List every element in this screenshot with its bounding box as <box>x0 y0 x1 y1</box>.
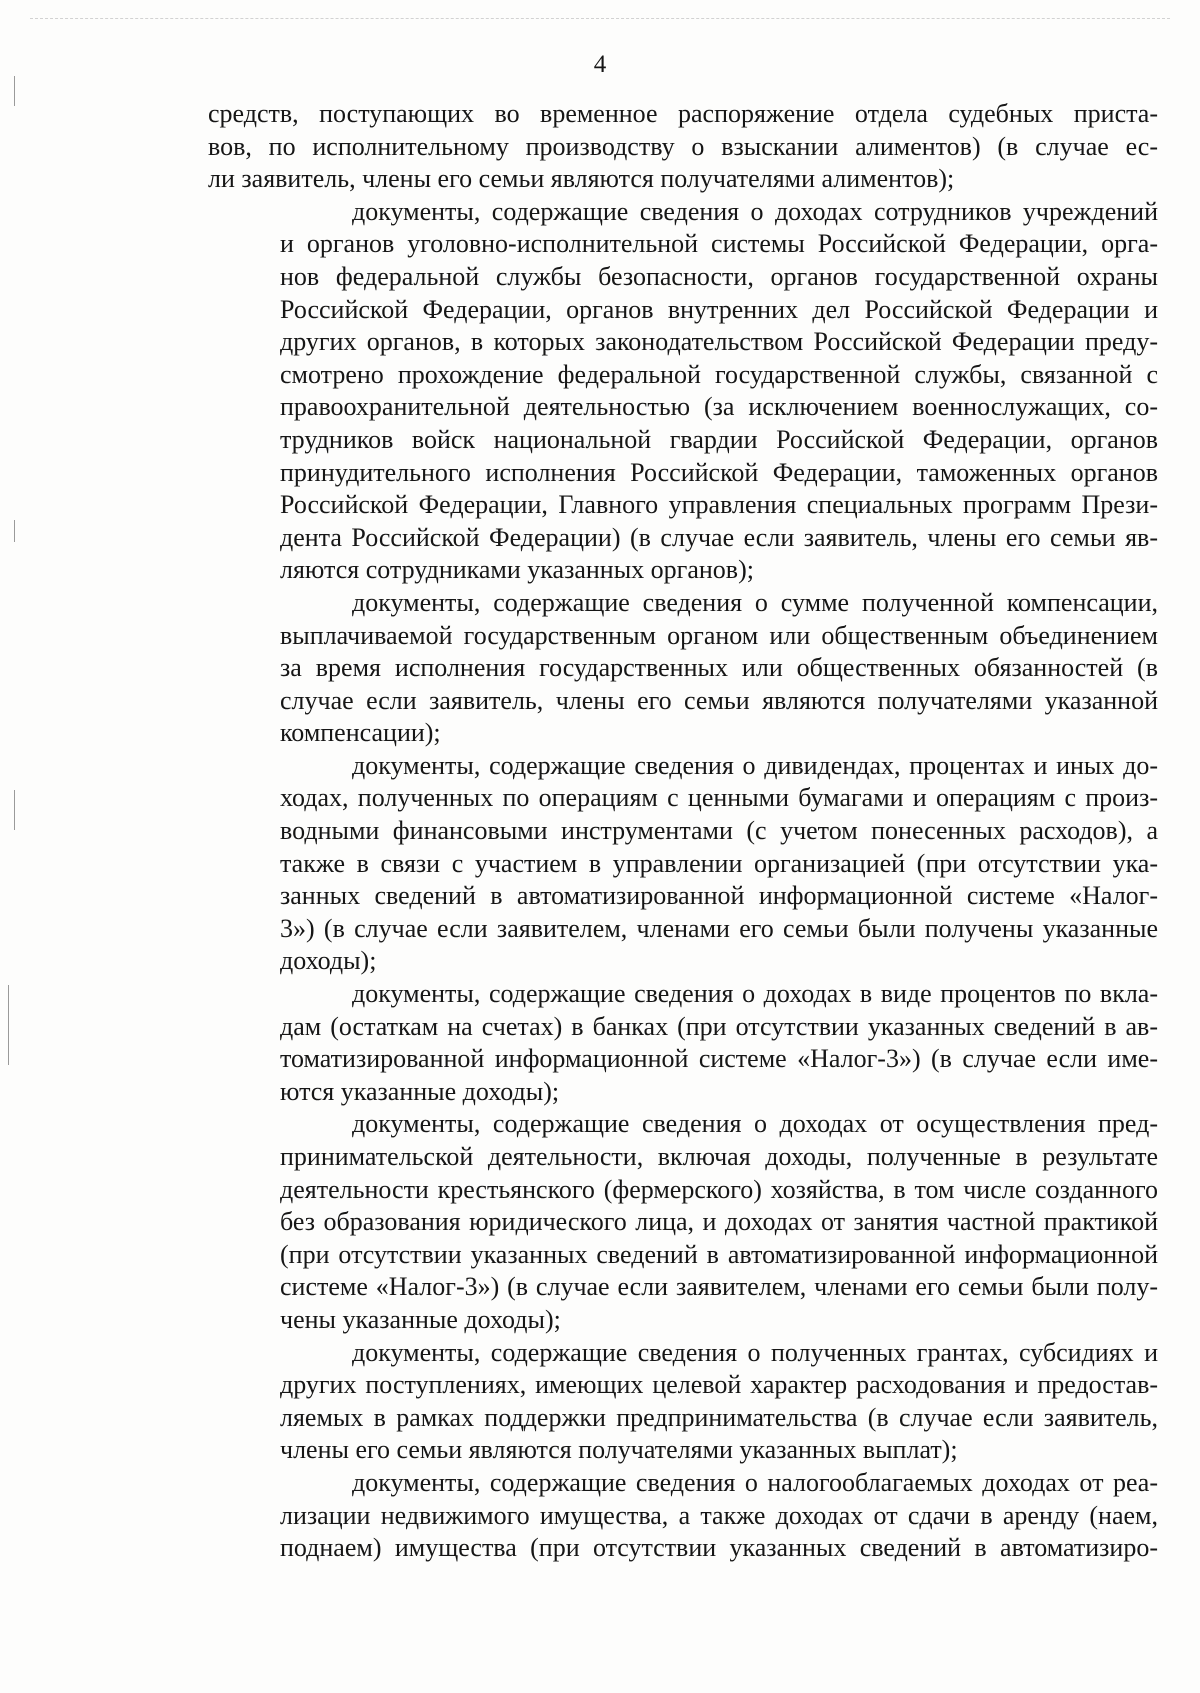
text-line: документы, содержащие сведения о сумме полученной компенсации, <box>352 587 1158 617</box>
text-line: других органов, в которых законодательством Российской Федерации преду- <box>280 327 1158 357</box>
text-line: средств, поступающих во временное распоряжение отдела судебных приста- <box>208 99 1158 128</box>
text-line: Российской Федерации, Главного управления специальных программ Прези- <box>280 490 1158 520</box>
text-line: ли заявитель, члены его семьи являются получателями алиментов); <box>208 164 955 194</box>
text-line: водными финансовыми инструментами (с учетом понесенных расходов), а <box>280 816 1158 846</box>
text-line: (при отсутствии указанных сведений в автоматизированной информационной <box>280 1239 1158 1269</box>
text-line: без образования юридического лица, и доходах от занятия частной практикой <box>280 1207 1158 1237</box>
scan-edge-line <box>30 18 1170 19</box>
text-line: доходы); <box>280 946 377 976</box>
document-paragraph <box>208 587 1158 750</box>
text-line: вов, по исполнительному производству о взыскании алиментов) (в случае ес- <box>208 131 1158 161</box>
text-line: документы, содержащие сведения о доходах от осуществления пред- <box>352 1109 1158 1139</box>
document-paragraph <box>208 750 1158 978</box>
text-line: принудительного исполнения Российской Федерации, таможенных органов <box>280 457 1158 487</box>
text-line: также в связи с участием в управлении организацией (при отсутствии ука- <box>280 848 1158 878</box>
document-paragraph <box>208 98 1158 196</box>
text-line: ходах, полученных по операциям с ценными бумагами и операциям с произ- <box>280 783 1158 813</box>
text-line: нов федеральной службы безопасности, органов государственной охраны <box>280 261 1158 291</box>
text-line: 3») (в случае если заявителем, членами его семьи были получены указанные <box>280 913 1158 943</box>
text-line: смотрено прохождение федеральной государственной службы, связанной с <box>280 359 1158 389</box>
text-line: чены указанные доходы); <box>280 1304 561 1334</box>
document-paragraph <box>208 1337 1158 1467</box>
text-line: ются указанные доходы); <box>280 1076 560 1106</box>
margin-scan-mark <box>14 520 15 542</box>
text-line: принимательской деятельности, включая доходы, полученные в результате <box>280 1142 1158 1171</box>
document-paragraph <box>208 978 1158 1108</box>
text-line: члены его семьи являются получателями указанных выплат); <box>280 1435 958 1465</box>
text-line: ляются сотрудниками указанных органов); <box>280 555 754 585</box>
text-line: дам (остаткам на счетах) в банках (при отсутствии указанных сведений в ав- <box>280 1011 1158 1041</box>
text-line: Российской Федерации, органов внутренних дел Российской Федерации и <box>280 294 1158 324</box>
document-paragraph <box>208 1467 1158 1565</box>
document-body <box>208 98 1158 1565</box>
text-line: томатизированной информационной системе «Налог-3») (в случае если име- <box>280 1044 1158 1074</box>
document-paragraph <box>208 1108 1158 1336</box>
text-line: других поступлениях, имеющих целевой характер расходования и предостав- <box>280 1370 1158 1400</box>
text-line: занных сведений в автоматизированной информационной системе «Налог- <box>280 881 1158 911</box>
text-line: поднаем) имущества (при отсутствии указанных сведений в автоматизиро- <box>280 1533 1158 1563</box>
page-number: 4 <box>593 51 607 78</box>
text-line: и органов уголовно-исполнительной системы Российской Федерации, орга- <box>280 229 1158 259</box>
text-line: трудников войск национальной гвардии Российской Федерации, органов <box>280 424 1158 454</box>
margin-scan-mark <box>8 985 9 1065</box>
text-line: дента Российской Федерации) (в случае если заявитель, члены его семьи яв- <box>280 522 1158 552</box>
text-line: ляемых в рамках поддержки предпринимательства (в случае если заявитель, <box>280 1402 1158 1432</box>
document-paragraph <box>208 196 1158 587</box>
text-line: случае если заявитель, члены его семьи являются получателями указанной <box>280 685 1158 715</box>
text-line: документы, содержащие сведения о полученных грантах, субсидиях и <box>352 1337 1158 1367</box>
margin-scan-mark <box>14 76 15 106</box>
text-line: документы, содержащие сведения о налогооблагаемых доходах от реа- <box>352 1467 1158 1497</box>
text-line: документы, содержащие сведения о доходах сотрудников учреждений <box>352 196 1158 226</box>
text-line: лизации недвижимого имущества, а также доходах от сдачи в аренду (наем, <box>280 1500 1158 1530</box>
text-line: деятельности крестьянского (фермерского) хозяйства, в том числе созданного <box>280 1174 1158 1204</box>
margin-scan-mark <box>14 790 15 830</box>
text-line: документы, содержащие сведения о дивидендах, процентах и иных до- <box>352 750 1158 780</box>
text-line: правоохранительной деятельностью (за исключением военнослужащих, со- <box>280 392 1158 422</box>
text-line: системе «Налог-3») (в случае если заявителем, членами его семьи были полу- <box>280 1272 1158 1302</box>
text-line: выплачиваемой государственным органом или общественным объединением <box>280 620 1158 650</box>
text-line: за время исполнения государственных или общественных обязанностей (в <box>280 653 1158 683</box>
text-line: компенсации); <box>280 718 441 748</box>
text-line: документы, содержащие сведения о доходах в виде процентов по вкла- <box>352 979 1158 1009</box>
